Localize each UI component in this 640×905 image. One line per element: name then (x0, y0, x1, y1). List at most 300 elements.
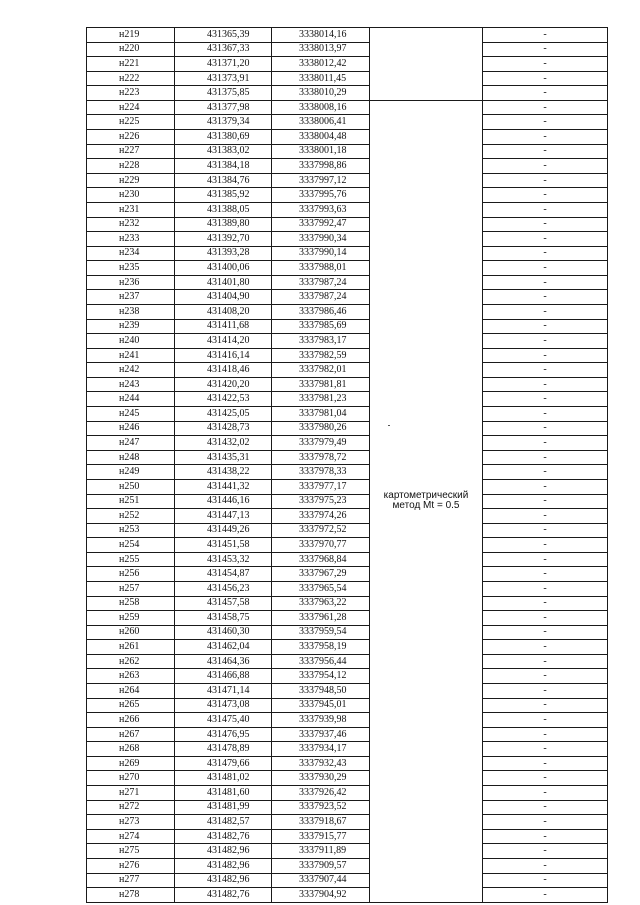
point-name-cell: н226 (87, 130, 175, 145)
table-row (87, 465, 608, 480)
point-name-cell: н223 (87, 86, 175, 101)
method-cell (370, 100, 483, 902)
point-name-cell: н272 (87, 800, 175, 815)
x-coordinate-cell: 431478,89 (175, 742, 272, 757)
y-coordinate-cell: 3337963,22 (272, 596, 370, 611)
table-row (87, 115, 608, 130)
precision-dash-cell: - (483, 479, 608, 494)
precision-dash-cell: - (483, 465, 608, 480)
point-name-cell: н263 (87, 669, 175, 684)
point-name-cell: н278 (87, 888, 175, 903)
y-coordinate-cell: 3337981,81 (272, 377, 370, 392)
x-coordinate-cell: 431473,08 (175, 698, 272, 713)
x-coordinate-cell: 431481,60 (175, 786, 272, 801)
x-coordinate-cell: 431401,80 (175, 275, 272, 290)
point-name-cell: н228 (87, 159, 175, 174)
table-row (87, 771, 608, 786)
precision-dash-cell: - (483, 173, 608, 188)
y-coordinate-cell: 3337998,86 (272, 159, 370, 174)
precision-dash-cell: - (483, 581, 608, 596)
table-row (87, 100, 608, 115)
x-coordinate-cell: 431416,14 (175, 348, 272, 363)
y-coordinate-cell: 3337981,04 (272, 407, 370, 422)
precision-dash-cell: - (483, 873, 608, 888)
table-row (87, 348, 608, 363)
precision-dash-cell: - (483, 669, 608, 684)
precision-dash-cell: - (483, 552, 608, 567)
x-coordinate-cell: 431408,20 (175, 304, 272, 319)
precision-dash-cell: - (483, 436, 608, 451)
point-name-cell: н270 (87, 771, 175, 786)
table-row (87, 815, 608, 830)
x-coordinate-cell: 431380,69 (175, 130, 272, 145)
table-row (87, 756, 608, 771)
precision-dash-cell: - (483, 538, 608, 553)
table-row (87, 202, 608, 217)
x-coordinate-cell: 431411,68 (175, 319, 272, 334)
precision-dash-cell: - (483, 290, 608, 305)
table-row (87, 654, 608, 669)
y-coordinate-cell: 3337982,01 (272, 363, 370, 378)
x-coordinate-cell: 431373,91 (175, 71, 272, 86)
precision-dash-cell: - (483, 509, 608, 524)
point-name-cell: н268 (87, 742, 175, 757)
x-coordinate-cell: 431482,96 (175, 844, 272, 859)
y-coordinate-cell: 3337987,24 (272, 275, 370, 290)
y-coordinate-cell: 3338014,16 (272, 28, 370, 43)
x-coordinate-cell: 431451,58 (175, 538, 272, 553)
table-row (87, 844, 608, 859)
precision-dash-cell: - (483, 188, 608, 203)
y-coordinate-cell: 3337915,77 (272, 829, 370, 844)
y-coordinate-cell: 3337979,49 (272, 436, 370, 451)
table-row (87, 450, 608, 465)
point-name-cell: н249 (87, 465, 175, 480)
y-coordinate-cell: 3337945,01 (272, 698, 370, 713)
y-coordinate-cell: 3337981,23 (272, 392, 370, 407)
table-row (87, 188, 608, 203)
x-coordinate-cell: 431392,70 (175, 232, 272, 247)
y-coordinate-cell: 3338013,97 (272, 42, 370, 57)
x-coordinate-cell: 431379,34 (175, 115, 272, 130)
table-row (87, 800, 608, 815)
x-coordinate-cell: 431441,32 (175, 479, 272, 494)
x-coordinate-cell: 431481,02 (175, 771, 272, 786)
y-coordinate-cell: 3337954,12 (272, 669, 370, 684)
precision-dash-cell: - (483, 684, 608, 699)
y-coordinate-cell: 3337970,77 (272, 538, 370, 553)
point-name-cell: н247 (87, 436, 175, 451)
x-coordinate-cell: 431458,75 (175, 611, 272, 626)
point-name-cell: н250 (87, 479, 175, 494)
point-name-cell: н251 (87, 494, 175, 509)
point-name-cell: н248 (87, 450, 175, 465)
table-row (87, 829, 608, 844)
x-coordinate-cell: 431400,06 (175, 261, 272, 276)
y-coordinate-cell: 3337982,59 (272, 348, 370, 363)
point-name-cell: н241 (87, 348, 175, 363)
precision-dash-cell: - (483, 407, 608, 422)
precision-dash-cell: - (483, 246, 608, 261)
table-row (87, 173, 608, 188)
x-coordinate-cell: 431367,33 (175, 42, 272, 57)
y-coordinate-cell: 3338010,29 (272, 86, 370, 101)
point-name-cell: н260 (87, 625, 175, 640)
point-name-cell: н245 (87, 407, 175, 422)
y-coordinate-cell: 3337930,29 (272, 771, 370, 786)
precision-dash-cell: - (483, 334, 608, 349)
scan-speck (388, 425, 390, 426)
y-coordinate-cell: 3337967,29 (272, 567, 370, 582)
table-row (87, 28, 608, 43)
x-coordinate-cell: 431365,39 (175, 28, 272, 43)
table-row (87, 786, 608, 801)
point-name-cell: н242 (87, 363, 175, 378)
table-row (87, 669, 608, 684)
point-name-cell: н243 (87, 377, 175, 392)
precision-dash-cell: - (483, 786, 608, 801)
table-row (87, 742, 608, 757)
y-coordinate-cell: 3338011,45 (272, 71, 370, 86)
table-row (87, 611, 608, 626)
x-coordinate-cell: 431460,30 (175, 625, 272, 640)
point-name-cell: н240 (87, 334, 175, 349)
table-row (87, 421, 608, 436)
table-row (87, 596, 608, 611)
point-name-cell: н261 (87, 640, 175, 655)
point-name-cell: н273 (87, 815, 175, 830)
x-coordinate-cell: 431457,58 (175, 596, 272, 611)
table-row (87, 290, 608, 305)
point-name-cell: н255 (87, 552, 175, 567)
precision-dash-cell: - (483, 815, 608, 830)
table-row (87, 232, 608, 247)
point-name-cell: н252 (87, 509, 175, 524)
y-coordinate-cell: 3337904,92 (272, 888, 370, 903)
x-coordinate-cell: 431420,20 (175, 377, 272, 392)
y-coordinate-cell: 3337961,28 (272, 611, 370, 626)
y-coordinate-cell: 3337978,72 (272, 450, 370, 465)
x-coordinate-cell: 431482,76 (175, 829, 272, 844)
precision-dash-cell: - (483, 523, 608, 538)
point-name-cell: н256 (87, 567, 175, 582)
method-cell-empty (370, 28, 483, 101)
precision-dash-cell: - (483, 844, 608, 859)
table-row (87, 57, 608, 72)
point-name-cell: н271 (87, 786, 175, 801)
precision-dash-cell: - (483, 202, 608, 217)
table-row (87, 71, 608, 86)
x-coordinate-cell: 431414,20 (175, 334, 272, 349)
precision-dash-cell: - (483, 217, 608, 232)
table-row (87, 377, 608, 392)
y-coordinate-cell: 3337986,46 (272, 304, 370, 319)
precision-dash-cell: - (483, 713, 608, 728)
table-row (87, 567, 608, 582)
x-coordinate-cell: 431475,40 (175, 713, 272, 728)
x-coordinate-cell: 431388,05 (175, 202, 272, 217)
x-coordinate-cell: 431462,04 (175, 640, 272, 655)
x-coordinate-cell: 431482,57 (175, 815, 272, 830)
point-name-cell: н225 (87, 115, 175, 130)
y-coordinate-cell: 3337977,17 (272, 479, 370, 494)
y-coordinate-cell: 3337926,42 (272, 786, 370, 801)
y-coordinate-cell: 3337918,67 (272, 815, 370, 830)
table-row (87, 538, 608, 553)
table-row (87, 159, 608, 174)
y-coordinate-cell: 3337959,54 (272, 625, 370, 640)
table-row (87, 727, 608, 742)
precision-dash-cell: - (483, 421, 608, 436)
y-coordinate-cell: 3337909,57 (272, 858, 370, 873)
y-coordinate-cell: 3337958,19 (272, 640, 370, 655)
precision-dash-cell: - (483, 57, 608, 72)
point-name-cell: н267 (87, 727, 175, 742)
precision-dash-cell: - (483, 829, 608, 844)
table-row (87, 334, 608, 349)
table-row (87, 684, 608, 699)
x-coordinate-cell: 431466,88 (175, 669, 272, 684)
precision-dash-cell: - (483, 727, 608, 742)
method-label-line2: метод Mt = 0.5 (392, 500, 460, 512)
precision-dash-cell: - (483, 654, 608, 669)
precision-dash-cell: - (483, 319, 608, 334)
x-coordinate-cell: 431404,90 (175, 290, 272, 305)
precision-dash-cell: - (483, 742, 608, 757)
precision-dash-cell: - (483, 640, 608, 655)
point-name-cell: н265 (87, 698, 175, 713)
table-row (87, 713, 608, 728)
coordinates-table (86, 27, 608, 903)
table-row (87, 873, 608, 888)
point-name-cell: н227 (87, 144, 175, 159)
y-coordinate-cell: 3338004,48 (272, 130, 370, 145)
x-coordinate-cell: 431432,02 (175, 436, 272, 451)
table-row (87, 275, 608, 290)
y-coordinate-cell: 3337983,17 (272, 334, 370, 349)
precision-dash-cell: - (483, 115, 608, 130)
table-row (87, 640, 608, 655)
table-row (87, 509, 608, 524)
method-label-line1: картометрический (383, 490, 469, 502)
y-coordinate-cell: 3338001,18 (272, 144, 370, 159)
point-name-cell: н222 (87, 71, 175, 86)
y-coordinate-cell: 3337911,89 (272, 844, 370, 859)
y-coordinate-cell: 3338012,42 (272, 57, 370, 72)
x-coordinate-cell: 431482,76 (175, 888, 272, 903)
x-coordinate-cell: 431384,76 (175, 173, 272, 188)
x-coordinate-cell: 431449,26 (175, 523, 272, 538)
precision-dash-cell: - (483, 800, 608, 815)
x-coordinate-cell: 431438,22 (175, 465, 272, 480)
y-coordinate-cell: 3337907,44 (272, 873, 370, 888)
x-coordinate-cell: 431482,96 (175, 873, 272, 888)
y-coordinate-cell: 3337975,23 (272, 494, 370, 509)
x-coordinate-cell: 431393,28 (175, 246, 272, 261)
precision-dash-cell: - (483, 494, 608, 509)
y-coordinate-cell: 3337939,98 (272, 713, 370, 728)
table-row (87, 698, 608, 713)
x-coordinate-cell: 431383,02 (175, 144, 272, 159)
table-row (87, 494, 608, 509)
y-coordinate-cell: 3337990,34 (272, 232, 370, 247)
table-row (87, 858, 608, 873)
y-coordinate-cell: 3337987,24 (272, 290, 370, 305)
y-coordinate-cell: 3337990,14 (272, 246, 370, 261)
precision-dash-cell: - (483, 86, 608, 101)
point-name-cell: н235 (87, 261, 175, 276)
y-coordinate-cell: 3337978,33 (272, 465, 370, 480)
table-row (87, 261, 608, 276)
point-name-cell: н269 (87, 756, 175, 771)
table-row (87, 523, 608, 538)
point-name-cell: н258 (87, 596, 175, 611)
x-coordinate-cell: 431435,31 (175, 450, 272, 465)
table-row (87, 363, 608, 378)
x-coordinate-cell: 431377,98 (175, 100, 272, 115)
point-name-cell: н231 (87, 202, 175, 217)
x-coordinate-cell: 431418,46 (175, 363, 272, 378)
point-name-cell: н244 (87, 392, 175, 407)
precision-dash-cell: - (483, 858, 608, 873)
precision-dash-cell: - (483, 100, 608, 115)
point-name-cell: н253 (87, 523, 175, 538)
y-coordinate-cell: 3337980,26 (272, 421, 370, 436)
x-coordinate-cell: 431428,73 (175, 421, 272, 436)
point-name-cell: н220 (87, 42, 175, 57)
y-coordinate-cell: 3337992,47 (272, 217, 370, 232)
point-name-cell: н257 (87, 581, 175, 596)
table-row (87, 86, 608, 101)
y-coordinate-cell: 3337968,84 (272, 552, 370, 567)
x-coordinate-cell: 431454,87 (175, 567, 272, 582)
table-row (87, 319, 608, 334)
x-coordinate-cell: 431476,95 (175, 727, 272, 742)
point-name-cell: н224 (87, 100, 175, 115)
precision-dash-cell: - (483, 348, 608, 363)
table-row (87, 42, 608, 57)
precision-dash-cell: - (483, 159, 608, 174)
y-coordinate-cell: 3337993,63 (272, 202, 370, 217)
precision-dash-cell: - (483, 611, 608, 626)
y-coordinate-cell: 3338008,16 (272, 100, 370, 115)
precision-dash-cell: - (483, 42, 608, 57)
y-coordinate-cell: 3337932,43 (272, 756, 370, 771)
point-name-cell: н275 (87, 844, 175, 859)
y-coordinate-cell: 3337972,52 (272, 523, 370, 538)
table-row (87, 479, 608, 494)
point-name-cell: н266 (87, 713, 175, 728)
x-coordinate-cell: 431453,32 (175, 552, 272, 567)
y-coordinate-cell: 3337974,26 (272, 509, 370, 524)
point-name-cell: н264 (87, 684, 175, 699)
table-row (87, 246, 608, 261)
table-row (87, 130, 608, 145)
y-coordinate-cell: 3337988,01 (272, 261, 370, 276)
point-name-cell: н259 (87, 611, 175, 626)
point-name-cell: н276 (87, 858, 175, 873)
y-coordinate-cell: 3337956,44 (272, 654, 370, 669)
x-coordinate-cell: 431385,92 (175, 188, 272, 203)
y-coordinate-cell: 3337937,46 (272, 727, 370, 742)
x-coordinate-cell: 431464,36 (175, 654, 272, 669)
x-coordinate-cell: 431482,96 (175, 858, 272, 873)
table-row (87, 392, 608, 407)
x-coordinate-cell: 431471,14 (175, 684, 272, 699)
x-coordinate-cell: 431447,13 (175, 509, 272, 524)
x-coordinate-cell: 431375,85 (175, 86, 272, 101)
y-coordinate-cell: 3337948,50 (272, 684, 370, 699)
point-name-cell: н233 (87, 232, 175, 247)
table-row (87, 304, 608, 319)
point-name-cell: н254 (87, 538, 175, 553)
precision-dash-cell: - (483, 71, 608, 86)
coordinates-table-body (87, 28, 608, 903)
y-coordinate-cell: 3337923,52 (272, 800, 370, 815)
x-coordinate-cell: 431422,53 (175, 392, 272, 407)
point-name-cell: н236 (87, 275, 175, 290)
table-row (87, 888, 608, 903)
precision-dash-cell: - (483, 275, 608, 290)
point-name-cell: н221 (87, 57, 175, 72)
table-row (87, 436, 608, 451)
x-coordinate-cell: 431425,05 (175, 407, 272, 422)
y-coordinate-cell: 3337934,17 (272, 742, 370, 757)
precision-dash-cell: - (483, 304, 608, 319)
precision-dash-cell: - (483, 377, 608, 392)
x-coordinate-cell: 431389,80 (175, 217, 272, 232)
point-name-cell: н274 (87, 829, 175, 844)
point-name-cell: н246 (87, 421, 175, 436)
y-coordinate-cell: 3337985,69 (272, 319, 370, 334)
y-coordinate-cell: 3337995,76 (272, 188, 370, 203)
y-coordinate-cell: 3337965,54 (272, 581, 370, 596)
table-row (87, 407, 608, 422)
point-name-cell: н230 (87, 188, 175, 203)
table-row (87, 144, 608, 159)
precision-dash-cell: - (483, 232, 608, 247)
x-coordinate-cell: 431481,99 (175, 800, 272, 815)
point-name-cell: н229 (87, 173, 175, 188)
x-coordinate-cell: 431446,16 (175, 494, 272, 509)
y-coordinate-cell: 3337997,12 (272, 173, 370, 188)
x-coordinate-cell: 431456,23 (175, 581, 272, 596)
precision-dash-cell: - (483, 625, 608, 640)
precision-dash-cell: - (483, 392, 608, 407)
precision-dash-cell: - (483, 756, 608, 771)
precision-dash-cell: - (483, 363, 608, 378)
x-coordinate-cell: 431371,20 (175, 57, 272, 72)
precision-dash-cell: - (483, 567, 608, 582)
x-coordinate-cell: 431384,18 (175, 159, 272, 174)
point-name-cell: н237 (87, 290, 175, 305)
x-coordinate-cell: 431479,66 (175, 756, 272, 771)
point-name-cell: н239 (87, 319, 175, 334)
y-coordinate-cell: 3338006,41 (272, 115, 370, 130)
precision-dash-cell: - (483, 261, 608, 276)
precision-dash-cell: - (483, 698, 608, 713)
table-row (87, 581, 608, 596)
precision-dash-cell: - (483, 771, 608, 786)
precision-dash-cell: - (483, 144, 608, 159)
precision-dash-cell: - (483, 888, 608, 903)
table-row (87, 552, 608, 567)
precision-dash-cell: - (483, 450, 608, 465)
precision-dash-cell: - (483, 130, 608, 145)
table-row (87, 625, 608, 640)
precision-dash-cell: - (483, 28, 608, 43)
point-name-cell: н277 (87, 873, 175, 888)
